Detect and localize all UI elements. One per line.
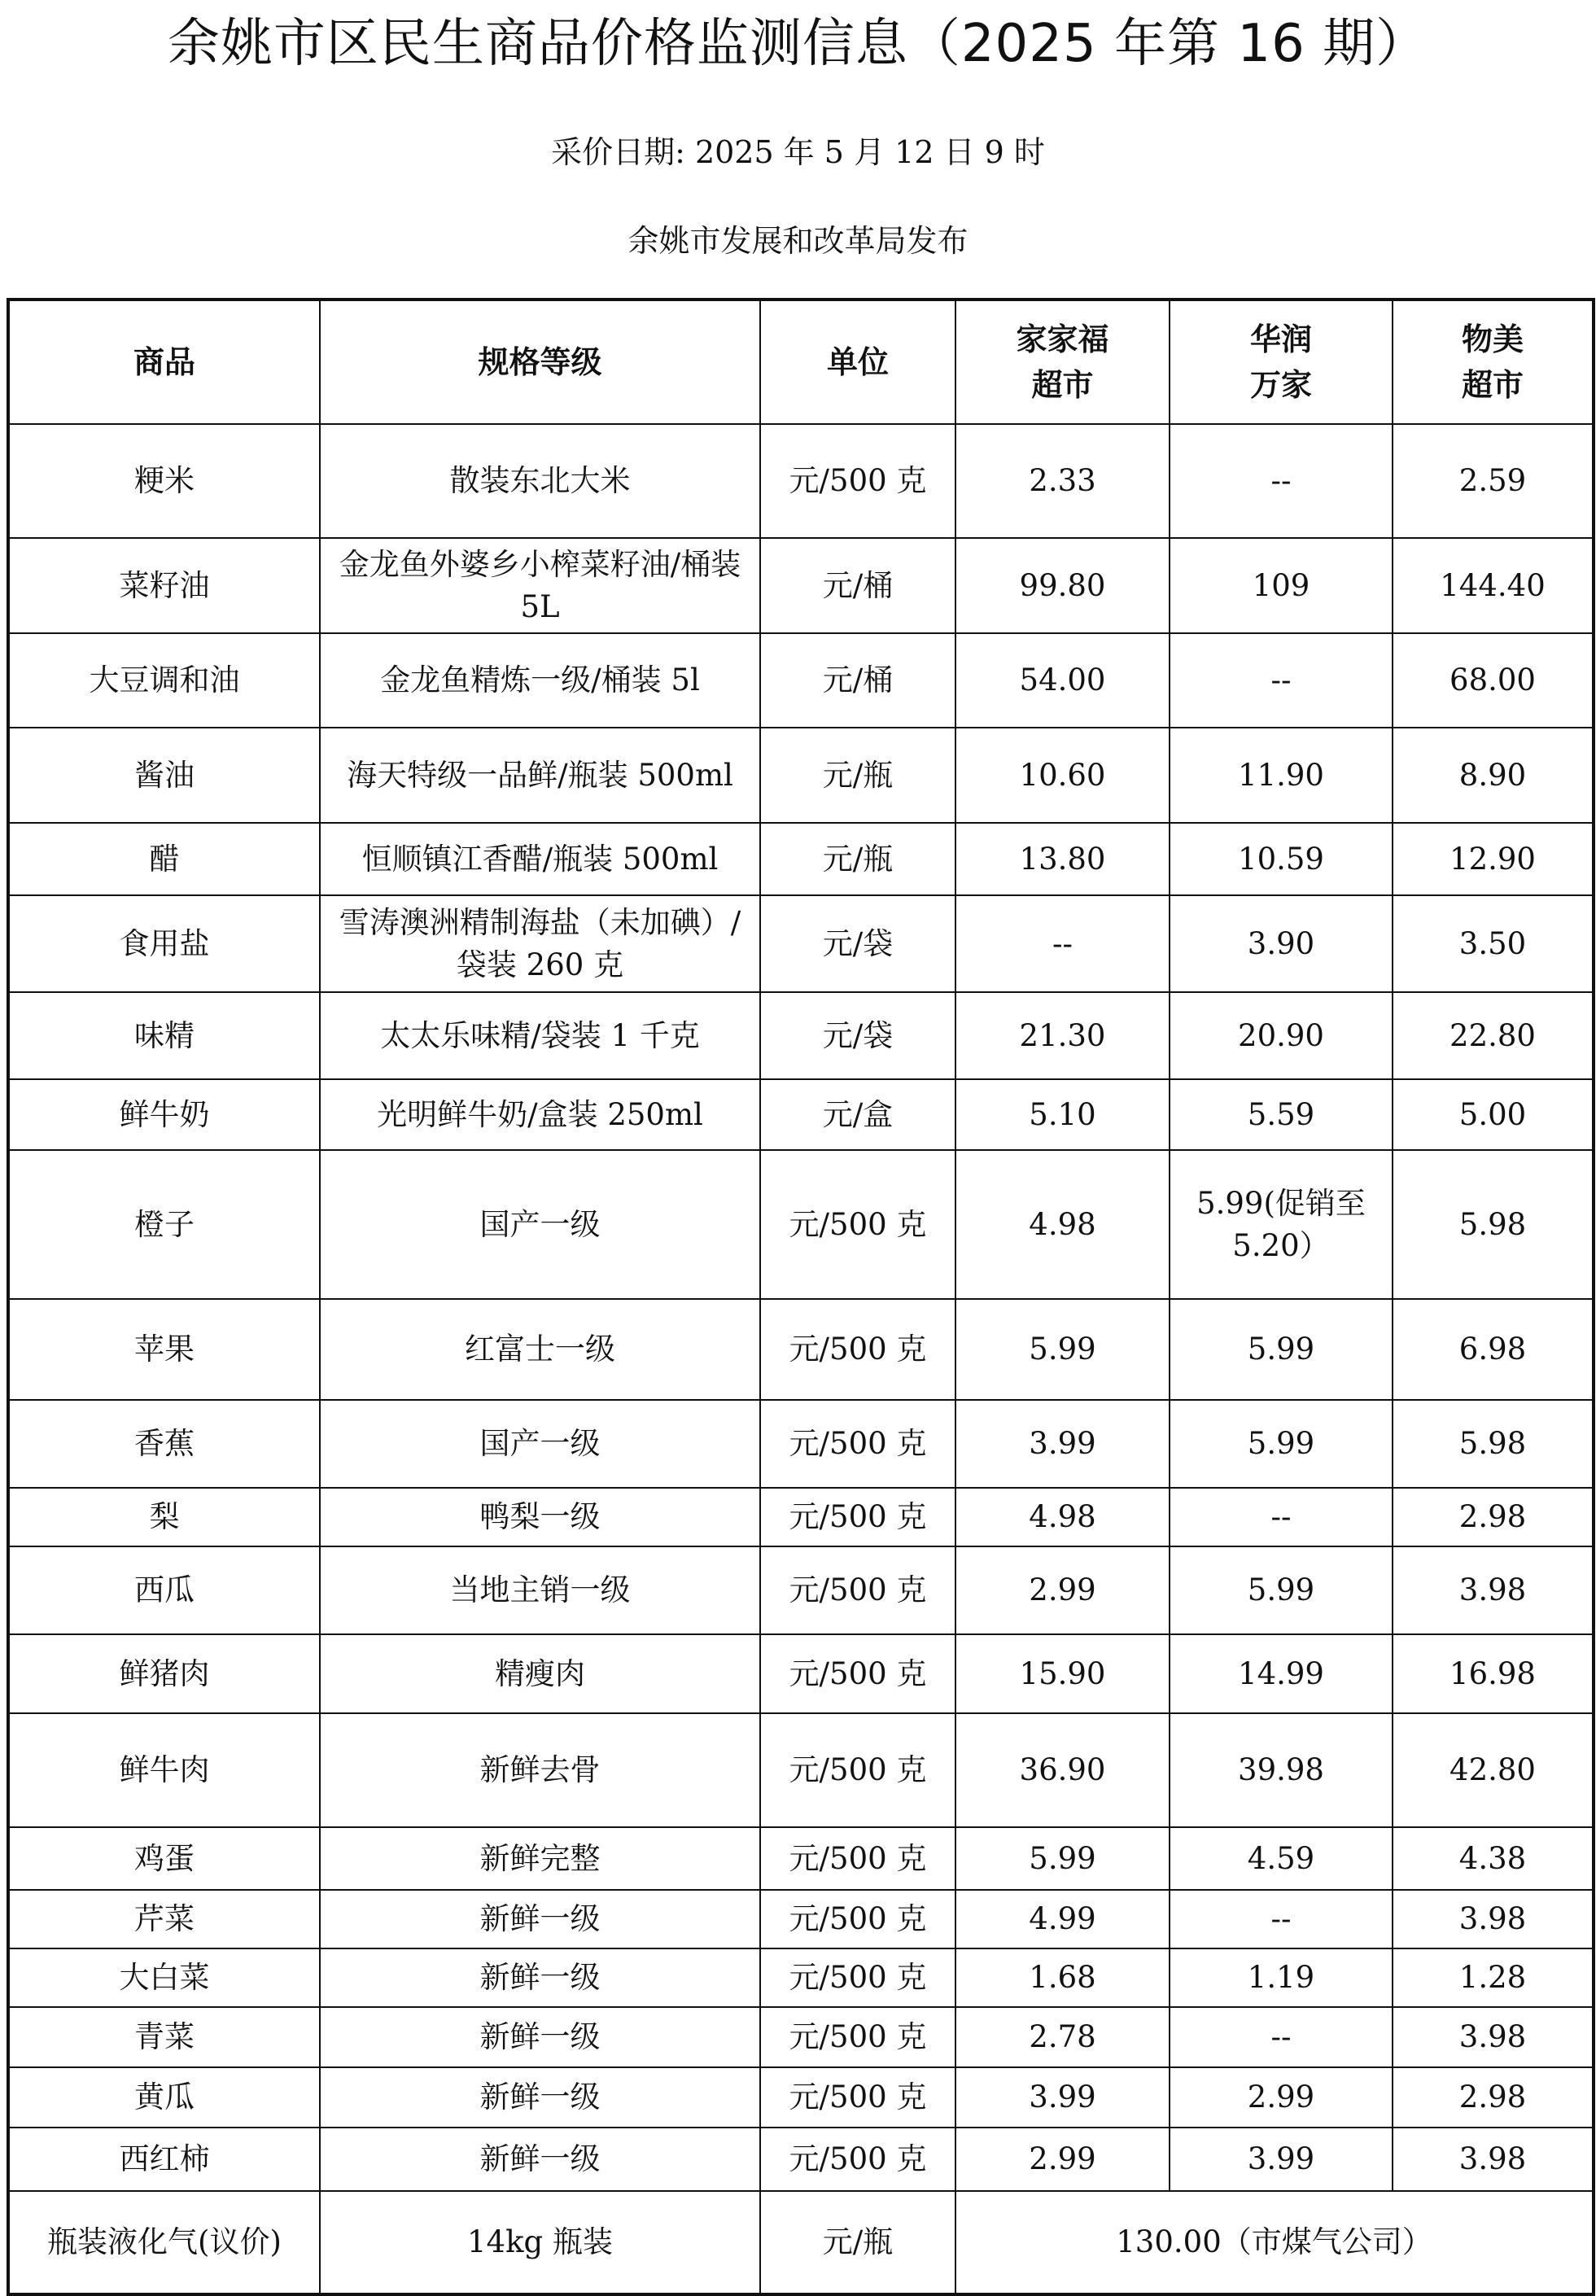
cell-price-huarun: 3.90 (1170, 895, 1393, 992)
cell-spec: 金龙鱼外婆乡小榨菜籽油/桶装 5L (320, 538, 760, 633)
cell-product: 西红柿 (8, 2128, 320, 2191)
cell-unit: 元/瓶 (760, 823, 955, 895)
cell-price-jiajiafu: 3.99 (955, 2067, 1170, 2128)
cell-unit: 元/500 克 (760, 2007, 955, 2067)
cell-price-wumei: 3.98 (1393, 1890, 1594, 1948)
cell-unit: 元/500 克 (760, 1400, 955, 1488)
table-row (8, 1634, 1594, 1713)
header-store-jiajiafu-line2: 超市 (1031, 367, 1094, 403)
cell-price-huarun: -- (1170, 2007, 1393, 2067)
cell-spec: 金龙鱼精炼一级/桶装 5l (320, 633, 760, 728)
cell-spec: 14kg 瓶装 (320, 2191, 760, 2294)
cell-product: 西瓜 (8, 1546, 320, 1634)
table-row (8, 895, 1594, 992)
cell-spec: 太太乐味精/袋装 1 千克 (320, 992, 760, 1079)
cell-price-wumei: 5.00 (1393, 1079, 1594, 1150)
cell-spec: 新鲜一级 (320, 1948, 760, 2007)
cell-price-huarun: 5.99 (1170, 1299, 1393, 1400)
cell-price-wumei: 3.98 (1393, 2128, 1594, 2191)
cell-product: 大白菜 (8, 1948, 320, 2007)
table-row (8, 992, 1594, 1079)
table-row (8, 1299, 1594, 1400)
cell-spec: 新鲜一级 (320, 2007, 760, 2067)
cell-spec: 海天特级一品鲜/瓶装 500ml (320, 728, 760, 823)
cell-price-wumei: 68.00 (1393, 633, 1594, 728)
cell-price-huarun: 2.99 (1170, 2067, 1393, 2128)
header-store-jiajiafu (955, 300, 1170, 424)
cell-unit: 元/500 克 (760, 1488, 955, 1546)
cell-product: 香蕉 (8, 1400, 320, 1488)
table-row (8, 633, 1594, 728)
cell-spec: 散装东北大米 (320, 424, 760, 538)
table-row (8, 823, 1594, 895)
cell-price-huarun: -- (1170, 1890, 1393, 1948)
cell-price-jiajiafu: -- (955, 895, 1170, 992)
cell-price-jiajiafu: 2.78 (955, 2007, 1170, 2067)
cell-price-huarun: -- (1170, 424, 1393, 538)
cell-price-wumei: 1.28 (1393, 1948, 1594, 2007)
table-row (8, 1948, 1594, 2007)
cell-spec: 新鲜一级 (320, 2128, 760, 2191)
cell-price-huarun: 5.59 (1170, 1079, 1393, 1150)
header-store-huarun-line2: 万家 (1249, 367, 1312, 403)
cell-unit: 元/桶 (760, 633, 955, 728)
cell-price-huarun: 5.99(促销至 5.20） (1170, 1150, 1393, 1299)
table-row (8, 1827, 1594, 1890)
cell-product: 食用盐 (8, 895, 320, 992)
issuer: 余姚市发展和改革局发布 (627, 223, 969, 259)
cell-lpg-price: 130.00（市煤气公司） (955, 2191, 1594, 2294)
table-row (8, 1400, 1594, 1488)
cell-price-wumei: 3.98 (1393, 1546, 1594, 1634)
cell-unit: 元/500 克 (760, 1634, 955, 1713)
cell-product: 芹菜 (8, 1890, 320, 1948)
cell-price-jiajiafu: 2.99 (955, 2128, 1170, 2191)
table-row (8, 2128, 1594, 2191)
price-table (7, 298, 1595, 2296)
cell-spec: 光明鲜牛奶/盒装 250ml (320, 1079, 760, 1150)
cell-product: 苹果 (8, 1299, 320, 1400)
cell-price-huarun: 5.99 (1170, 1546, 1393, 1634)
cell-product: 粳米 (8, 424, 320, 538)
cell-price-jiajiafu: 15.90 (955, 1634, 1170, 1713)
cell-product: 鲜牛肉 (8, 1713, 320, 1827)
cell-price-wumei: 42.80 (1393, 1713, 1594, 1827)
cell-price-huarun: 39.98 (1170, 1713, 1393, 1827)
cell-product: 瓶装液化气(议价) (8, 2191, 320, 2294)
cell-price-huarun: 20.90 (1170, 992, 1393, 1079)
cell-product: 鲜牛奶 (8, 1079, 320, 1150)
cell-unit: 元/盒 (760, 1079, 955, 1150)
cell-price-wumei: 12.90 (1393, 823, 1594, 895)
cell-price-wumei: 2.59 (1393, 424, 1594, 538)
header-product: 商品 (8, 300, 320, 424)
table-row (8, 1890, 1594, 1948)
cell-unit: 元/瓶 (760, 728, 955, 823)
cell-price-wumei: 5.98 (1393, 1150, 1594, 1299)
table-row (8, 424, 1594, 538)
table-row-lpg (8, 2191, 1594, 2294)
cell-unit: 元/桶 (760, 538, 955, 633)
cell-price-jiajiafu: 10.60 (955, 728, 1170, 823)
cell-price-wumei: 8.90 (1393, 728, 1594, 823)
cell-price-jiajiafu: 2.99 (955, 1546, 1170, 1634)
cell-price-wumei: 22.80 (1393, 992, 1594, 1079)
cell-spec: 鸭梨一级 (320, 1488, 760, 1546)
cell-price-huarun: 11.90 (1170, 728, 1393, 823)
table-row (8, 1079, 1594, 1150)
cell-unit: 元/500 克 (760, 1890, 955, 1948)
cell-product: 青菜 (8, 2007, 320, 2067)
cell-price-jiajiafu: 13.80 (955, 823, 1170, 895)
table-row (8, 538, 1594, 633)
cell-unit: 元/500 克 (760, 2067, 955, 2128)
cell-unit: 元/500 克 (760, 424, 955, 538)
cell-price-jiajiafu: 2.33 (955, 424, 1170, 538)
cell-price-jiajiafu: 4.99 (955, 1890, 1170, 1948)
table-row (8, 1488, 1594, 1546)
cell-spec: 雪涛澳洲精制海盐（未加碘）/袋装 260 克 (320, 895, 760, 992)
cell-unit: 元/500 克 (760, 1948, 955, 2007)
cell-spec: 新鲜完整 (320, 1827, 760, 1890)
header-store-wumei (1393, 300, 1594, 424)
header-store-huarun-line1: 华润 (1249, 321, 1312, 357)
cell-price-huarun: 109 (1170, 538, 1393, 633)
cell-price-wumei: 2.98 (1393, 1488, 1594, 1546)
cell-unit: 元/瓶 (760, 2191, 955, 2294)
cell-price-jiajiafu: 36.90 (955, 1713, 1170, 1827)
cell-price-jiajiafu: 4.98 (955, 1488, 1170, 1546)
table-row (8, 1150, 1594, 1299)
cell-price-jiajiafu: 1.68 (955, 1948, 1170, 2007)
cell-price-huarun: -- (1170, 1488, 1393, 1546)
cell-price-jiajiafu: 4.98 (955, 1150, 1170, 1299)
cell-product: 菜籽油 (8, 538, 320, 633)
cell-product: 酱油 (8, 728, 320, 823)
header-store-wumei-line1: 物美 (1461, 321, 1524, 357)
cell-price-jiajiafu: 54.00 (955, 633, 1170, 728)
header-store-jiajiafu-line1: 家家福 (1016, 321, 1109, 357)
cell-unit: 元/500 克 (760, 1150, 955, 1299)
cell-unit: 元/500 克 (760, 2128, 955, 2191)
table-row (8, 2067, 1594, 2128)
cell-spec: 国产一级 (320, 1400, 760, 1488)
cell-price-wumei: 4.38 (1393, 1827, 1594, 1890)
cell-price-jiajiafu: 21.30 (955, 992, 1170, 1079)
cell-price-huarun: 1.19 (1170, 1948, 1393, 2007)
cell-price-huarun: -- (1170, 633, 1393, 728)
header-store-wumei-line2: 超市 (1461, 367, 1524, 403)
cell-price-huarun: 5.99 (1170, 1400, 1393, 1488)
header-spec: 规格等级 (320, 300, 760, 424)
cell-product: 梨 (8, 1488, 320, 1546)
cell-unit: 元/500 克 (760, 1299, 955, 1400)
cell-product: 大豆调和油 (8, 633, 320, 728)
cell-spec: 新鲜一级 (320, 1890, 760, 1948)
cell-spec: 精瘦肉 (320, 1634, 760, 1713)
cell-price-wumei: 3.50 (1393, 895, 1594, 992)
cell-price-huarun: 14.99 (1170, 1634, 1393, 1713)
cell-price-huarun: 3.99 (1170, 2128, 1393, 2191)
table-row (8, 2007, 1594, 2067)
cell-product: 橙子 (8, 1150, 320, 1299)
header-store-huarun (1170, 300, 1393, 424)
cell-price-wumei: 5.98 (1393, 1400, 1594, 1488)
cell-spec: 红富士一级 (320, 1299, 760, 1400)
cell-price-wumei: 6.98 (1393, 1299, 1594, 1400)
cell-price-jiajiafu: 3.99 (955, 1400, 1170, 1488)
cell-price-huarun: 10.59 (1170, 823, 1393, 895)
cell-price-huarun: 4.59 (1170, 1827, 1393, 1890)
cell-product: 鸡蛋 (8, 1827, 320, 1890)
cell-price-wumei: 2.98 (1393, 2067, 1594, 2128)
cell-product: 味精 (8, 992, 320, 1079)
page-title: 余姚市区民生商品价格监测信息（2025 年第 16 期） (167, 14, 1429, 74)
cell-product: 黄瓜 (8, 2067, 320, 2128)
cell-spec: 当地主销一级 (320, 1546, 760, 1634)
cell-price-wumei: 3.98 (1393, 2007, 1594, 2067)
cell-price-jiajiafu: 5.99 (955, 1827, 1170, 1890)
cell-spec: 新鲜去骨 (320, 1713, 760, 1827)
cell-spec: 恒顺镇江香醋/瓶装 500ml (320, 823, 760, 895)
price-date: 采价日期: 2025 年 5 月 12 日 9 时 (551, 134, 1045, 170)
cell-price-wumei: 16.98 (1393, 1634, 1594, 1713)
header-row (8, 300, 1594, 424)
table-row (8, 1713, 1594, 1827)
cell-unit: 元/袋 (760, 895, 955, 992)
cell-price-jiajiafu: 5.99 (955, 1299, 1170, 1400)
cell-price-jiajiafu: 99.80 (955, 538, 1170, 633)
cell-spec: 新鲜一级 (320, 2067, 760, 2128)
cell-unit: 元/袋 (760, 992, 955, 1079)
cell-price-wumei: 144.40 (1393, 538, 1594, 633)
cell-price-jiajiafu: 5.10 (955, 1079, 1170, 1150)
cell-product: 鲜猪肉 (8, 1634, 320, 1713)
table-row (8, 728, 1594, 823)
cell-unit: 元/500 克 (760, 1713, 955, 1827)
header-unit: 单位 (760, 300, 955, 424)
cell-spec: 国产一级 (320, 1150, 760, 1299)
cell-product: 醋 (8, 823, 320, 895)
table-row (8, 1546, 1594, 1634)
cell-unit: 元/500 克 (760, 1827, 955, 1890)
cell-unit: 元/500 克 (760, 1546, 955, 1634)
